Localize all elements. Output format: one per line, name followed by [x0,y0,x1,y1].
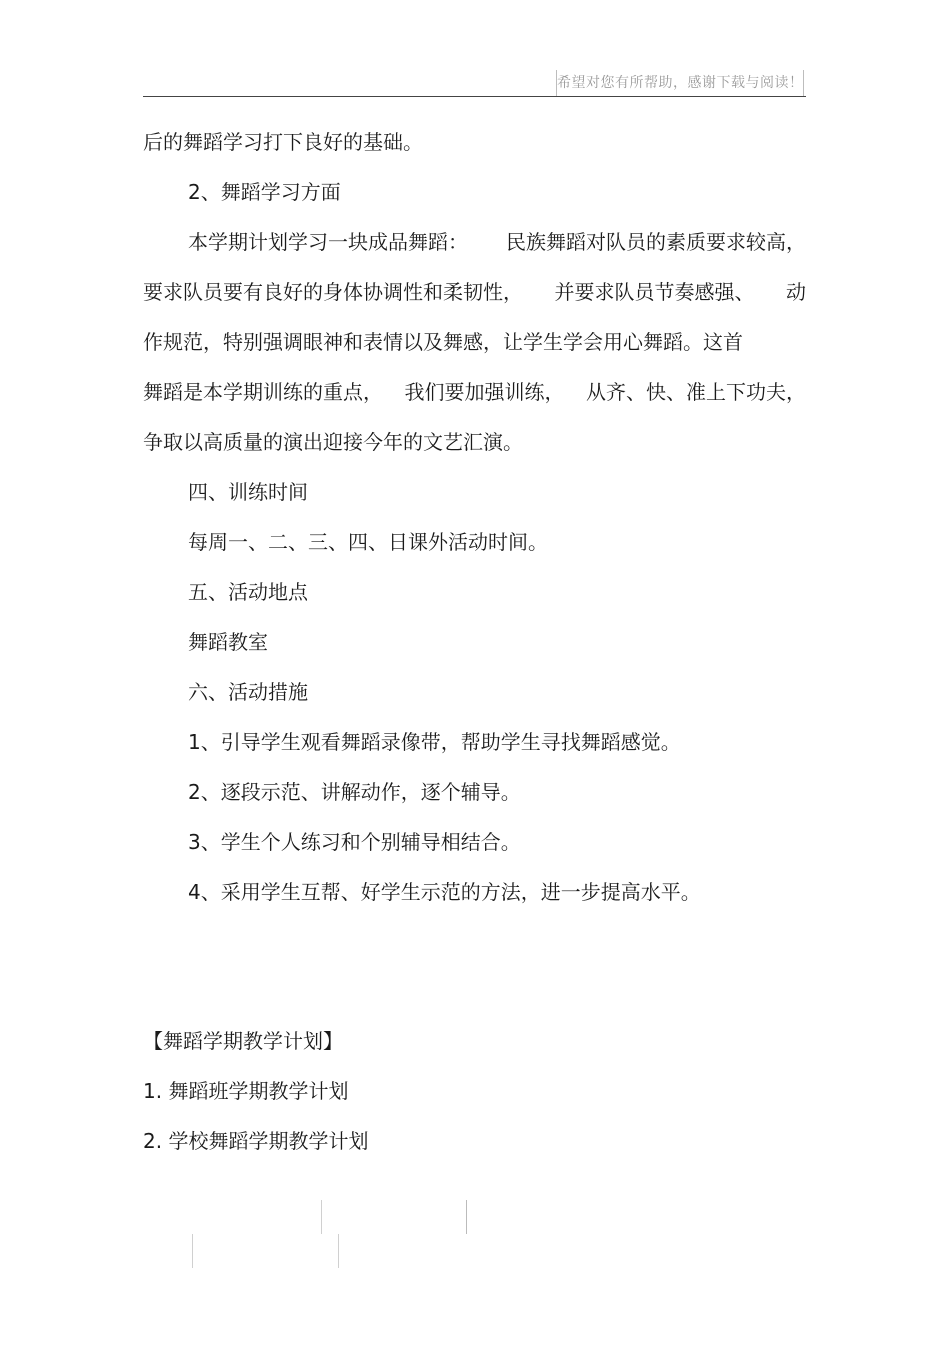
section-heading-measures: 六、活动措施 [188,680,308,704]
text-segment: 从齐、快、准上下功夫， [586,380,806,404]
related-link[interactable]: 1. 舞蹈班学期教学计划 [143,1079,349,1103]
text-segment: 本学期计划学习一块成品舞蹈： [188,230,468,254]
faint-divider [338,1234,339,1268]
paragraph-line [143,278,806,306]
faint-divider [466,1200,467,1234]
header-divider [143,96,806,97]
faint-divider [321,1200,322,1234]
paragraph-continuation: 后的舞蹈学习打下良好的基础。 [143,130,423,154]
paragraph-line [143,378,806,406]
section-heading-location: 五、活动地点 [188,580,308,604]
paragraph-line: 争取以高质量的演出迎接今年的文艺汇演。 [143,430,523,454]
training-time-text: 每周一、二、三、四、日课外活动时间。 [188,530,548,554]
related-link[interactable]: 2. 学校舞蹈学期教学计划 [143,1129,369,1153]
location-text: 舞蹈教室 [188,630,268,654]
text-segment: 并要求队员节奏感强、 [554,280,755,304]
measure-item: 2、逐段示范、讲解动作，逐个辅导。 [188,780,521,804]
text-segment: 要求队员要有良好的身体协调性和柔韧性， [143,280,523,304]
text-segment: 我们要加强训练， [404,380,565,404]
text-segment: 民族舞蹈对队员的素质要求较高， [506,230,806,254]
measure-item: 4、采用学生互帮、好学生示范的方法，进一步提高水平。 [188,880,701,904]
related-title: 【舞蹈学期教学计划】 [143,1029,343,1053]
text-segment: 动 [786,280,806,304]
faint-divider [192,1234,193,1268]
paragraph-line [188,228,806,256]
text-segment: 舞蹈是本学期训练的重点， [143,380,383,404]
measure-item: 3、学生个人练习和个别辅导相结合。 [188,830,521,854]
section-heading-training-time: 四、训练时间 [188,480,308,504]
measure-item: 1、引导学生观看舞蹈录像带，帮助学生寻找舞蹈感觉。 [188,730,681,754]
subsection-heading: 2、舞蹈学习方面 [188,180,341,204]
header-note: 希望对您有所帮助，感谢下载与阅读！ [556,70,804,96]
paragraph-line: 作规范，特别强调眼神和表情以及舞感，让学生学会用心舞蹈。这首 [143,330,743,354]
